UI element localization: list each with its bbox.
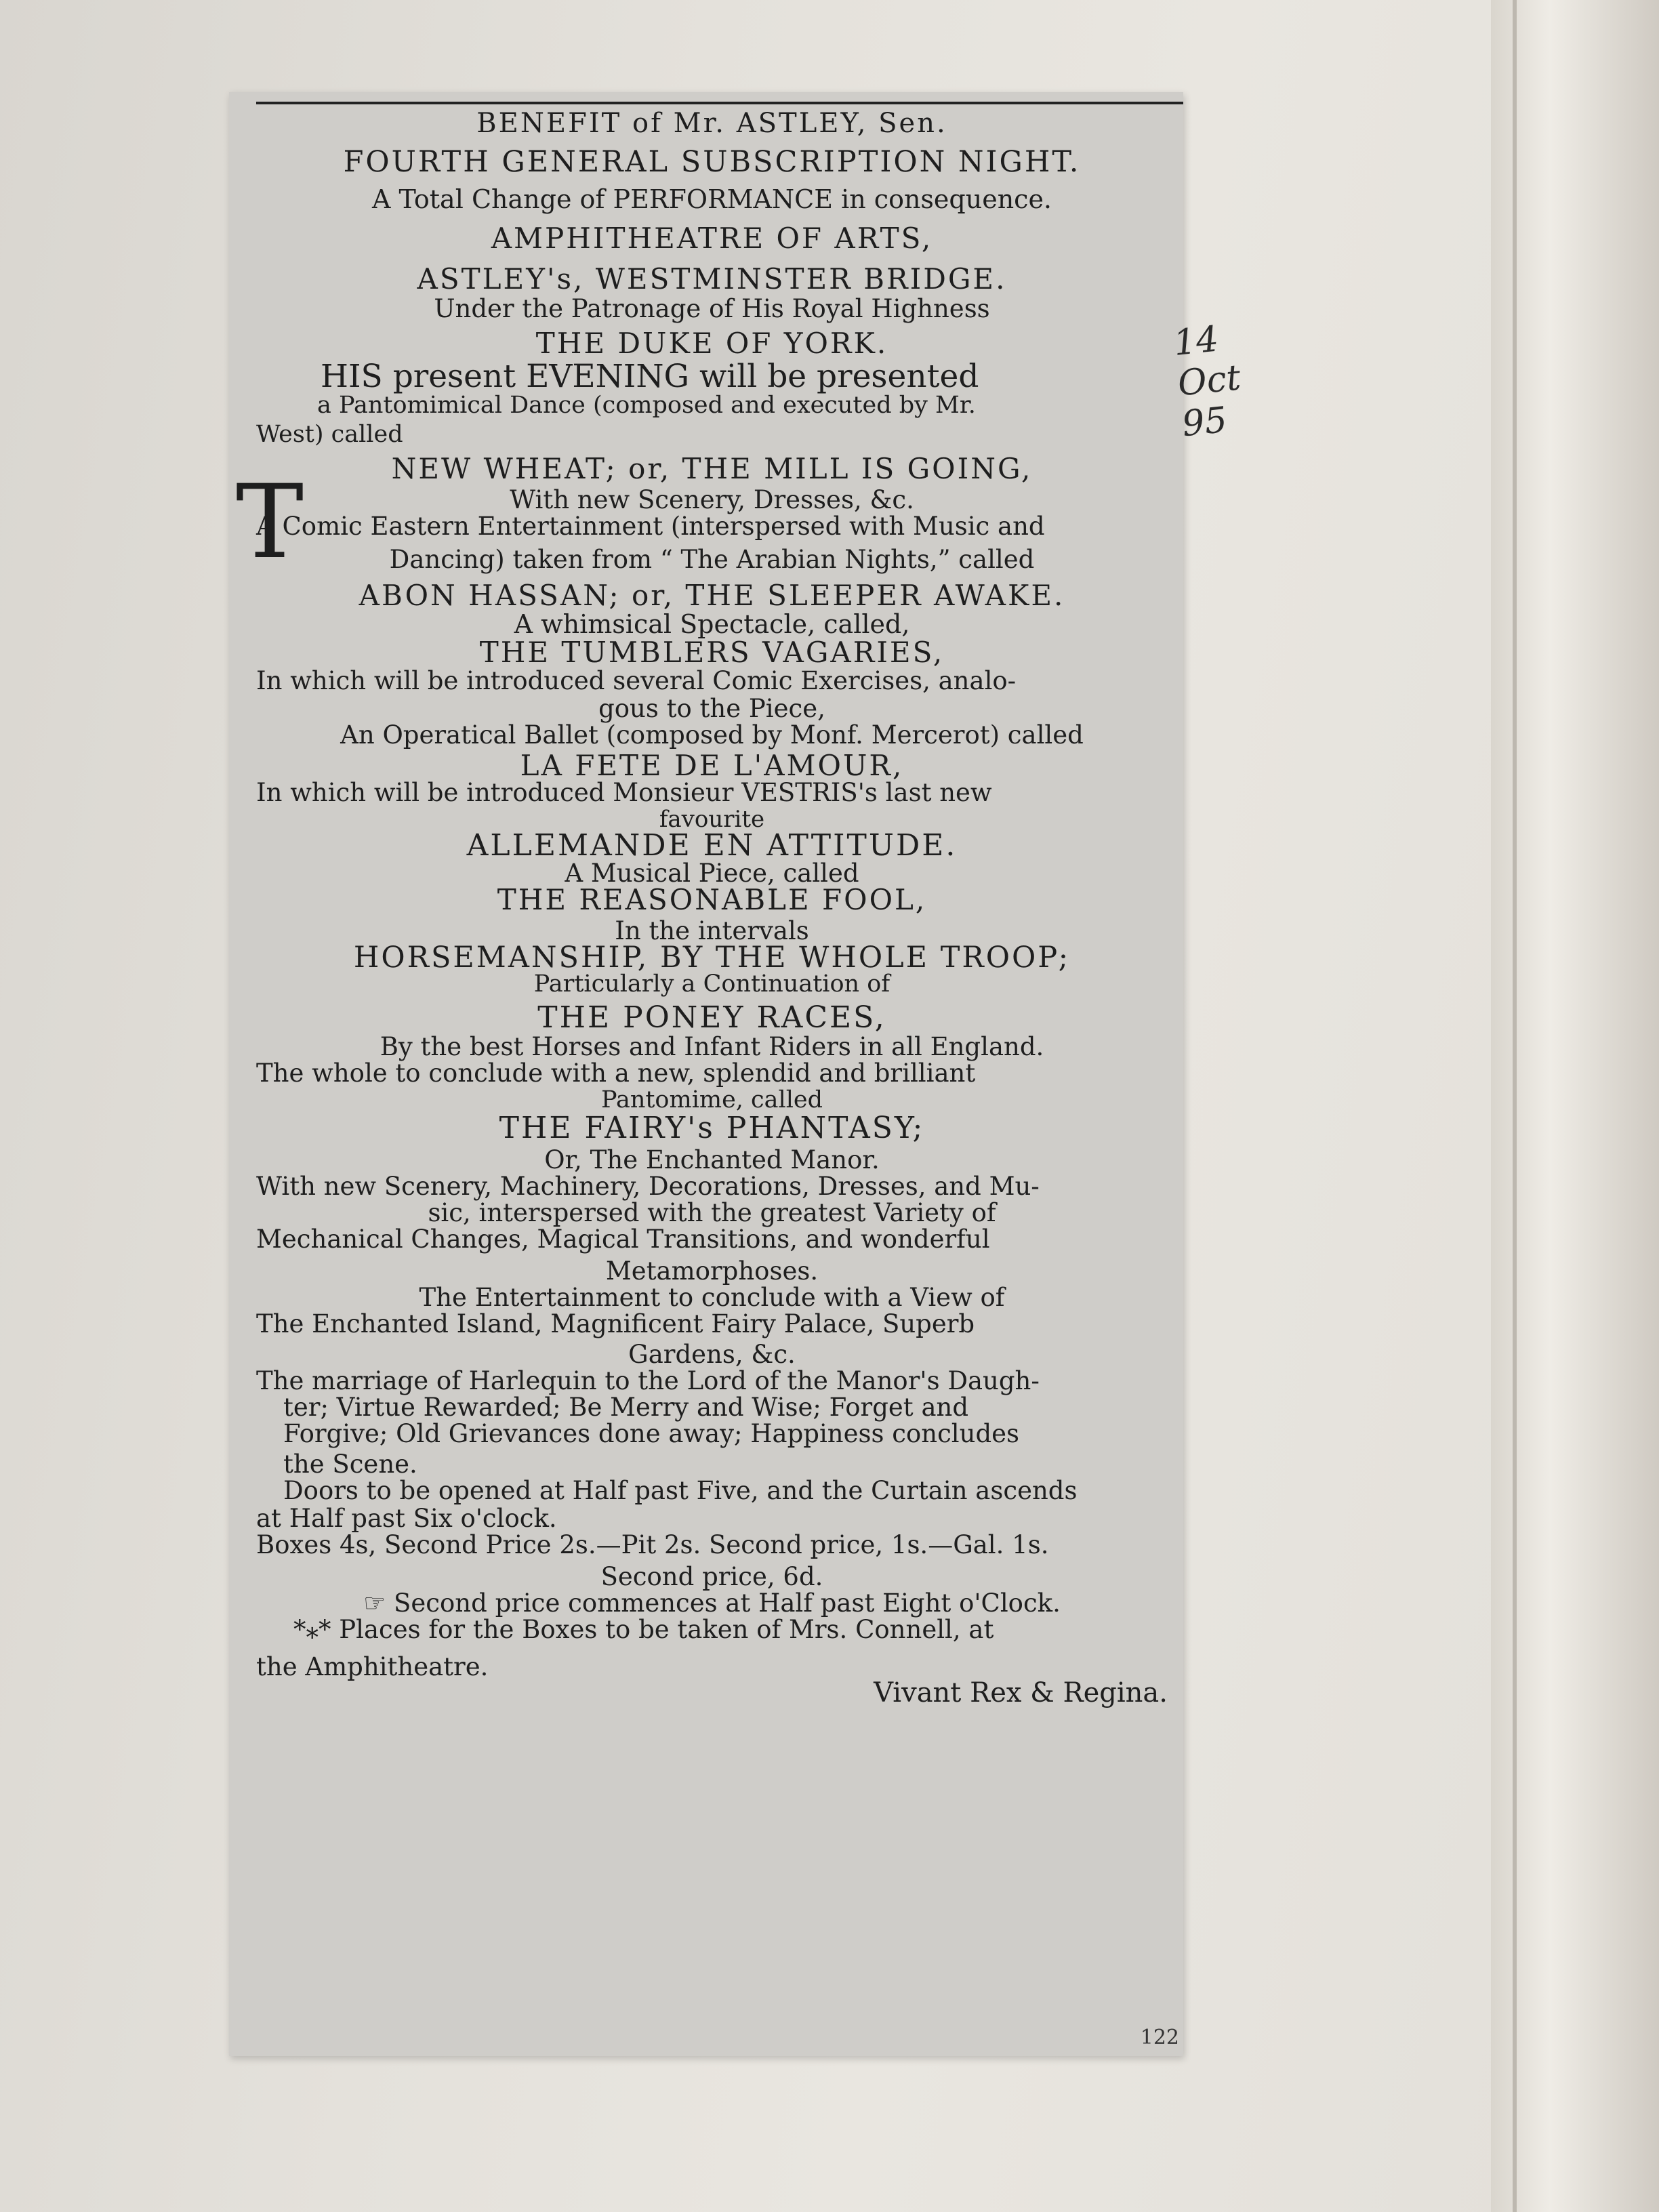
playbill-line: Second price, 6d. [600, 1562, 823, 1591]
playbill-line: In which will be introduced Monsieur VESTRIS's last new [256, 778, 992, 807]
playbill-line: THE TUMBLERS VAGARIES, [479, 636, 945, 669]
handwritten-date-note: 14 Oct 95 [1171, 319, 1243, 445]
playbill-line: Or, The Enchanted Manor. [544, 1145, 880, 1174]
playbill-line: *⁎* Places for the Boxes to be taken of Mrs. Connell, at [293, 1615, 994, 1644]
playbill-line: Particularly a Continuation of [533, 970, 890, 998]
top-rule [256, 102, 1183, 104]
playbill-line: The Entertainment to conclude with a View of [419, 1283, 1005, 1312]
playbill-line: With new Scenery, Dresses, &c. [510, 485, 914, 514]
playbill-line: NEW WHEAT; or, THE MILL IS GOING, [391, 452, 1033, 485]
playbill-line: THE PONEY RACES, [537, 1000, 886, 1035]
folio-number: 122 [1140, 2026, 1179, 2049]
playbill-line: With new Scenery, Machinery, Decorations, Dresses, and Mu- [256, 1172, 1040, 1201]
playbill-line: In which will be introduced several Comic Exercises, analo- [256, 666, 1017, 695]
playbill-line: the Amphitheatre. [256, 1652, 489, 1681]
playbill-line: A Comic Eastern Entertainment (interspersed with Music and [256, 512, 1045, 541]
playbill-line: West) called [256, 421, 403, 448]
playbill-line: FOURTH GENERAL SUBSCRIPTION NIGHT. [343, 145, 1081, 179]
playbill-line: Vivant Rex & Regina. [874, 1677, 1168, 1708]
playbill-line: A Total Change of PERFORMANCE in consequence. [371, 184, 1052, 214]
playbill-line: Pantomime, called [600, 1086, 823, 1113]
playbill-line: Dancing) taken from “ The Arabian Nights,” called [389, 545, 1035, 574]
playbill-line: Under the Patronage of His Royal Highness [434, 294, 990, 323]
playbill-line: In the intervals [615, 916, 809, 945]
playbill-line: THE DUKE OF YORK. [535, 327, 888, 360]
playbill-line: HORSEMANSHIP, BY THE WHOLE TROOP; [353, 941, 1071, 975]
playbill-line: An Operatical Ballet (composed by Monf. Mercerot) called [340, 720, 1084, 750]
playbill-line: ter; Virtue Rewarded; Be Merry and Wise; Forget and [283, 1393, 969, 1422]
playbill-line: The Enchanted Island, Magnificent Fairy Palace, Superb [256, 1309, 975, 1338]
playbill-line: the Scene. [283, 1450, 417, 1479]
playbill-line: LA FETE DE L'AMOUR, [520, 749, 904, 782]
playbill-line: A Musical Piece, called [565, 859, 859, 888]
playbill-line: The whole to conclude with a new, splendid and brilliant [256, 1059, 976, 1088]
playbill-line: THE REASONABLE FOOL, [497, 883, 927, 916]
playbill-line: Boxes 4s, Second Price 2s.—Pit 2s. Second price, 1s.—Gal. 1s. [256, 1530, 1049, 1559]
playbill-text [256, 106, 1168, 1706]
playbill-line: Metamorphoses. [605, 1256, 819, 1286]
playbill-line: Gardens, &c. [628, 1340, 796, 1369]
playbill-line: ☞ Second price commences at Half past Eight o'Clock. [363, 1589, 1061, 1618]
playbill-line: THE FAIRY's PHANTASY; [499, 1111, 925, 1145]
playbill-line: Forgive; Old Grievances done away; Happiness concludes [283, 1419, 1020, 1448]
playbill-line: AMPHITHEATRE OF ARTS, [491, 222, 933, 255]
playbill-line: at Half past Six o'clock. [256, 1504, 557, 1533]
playbill-line: Doors to be opened at Half past Five, and the Curtain ascends [283, 1476, 1078, 1505]
playbill-line: By the best Horses and Infant Riders in all England. [380, 1032, 1044, 1061]
playbill-line: ASTLEY's, WESTMINSTER BRIDGE. [417, 262, 1007, 295]
playbill-line: BENEFIT of Mr. ASTLEY, Sen. [476, 108, 947, 139]
playbill-line: Mechanical Changes, Magical Transitions, and wonderful [256, 1225, 990, 1254]
playbill-line: HIS present EVENING will be presented [321, 358, 979, 395]
playbill-line: sic, interspersed with the greatest Variety of [428, 1198, 996, 1227]
playbill-line: A whimsical Spectacle, called, [514, 609, 910, 639]
playbill-line: The marriage of Harlequin to the Lord of the Manor's Daugh- [256, 1366, 1040, 1395]
newspaper-clipping [229, 92, 1243, 2056]
playbill-line: gous to the Piece, [598, 694, 825, 723]
playbill-line: ABON HASSAN; or, THE SLEEPER AWAKE. [359, 579, 1065, 612]
page-gutter [1513, 0, 1517, 2212]
playbill-line: a Pantomimical Dance (composed and executed by Mr. [317, 392, 976, 419]
playbill-line: ALLEMANDE EN ATTITUDE. [466, 828, 958, 863]
drop-cap: T [236, 464, 304, 581]
playbill-line: favourite [659, 806, 765, 833]
